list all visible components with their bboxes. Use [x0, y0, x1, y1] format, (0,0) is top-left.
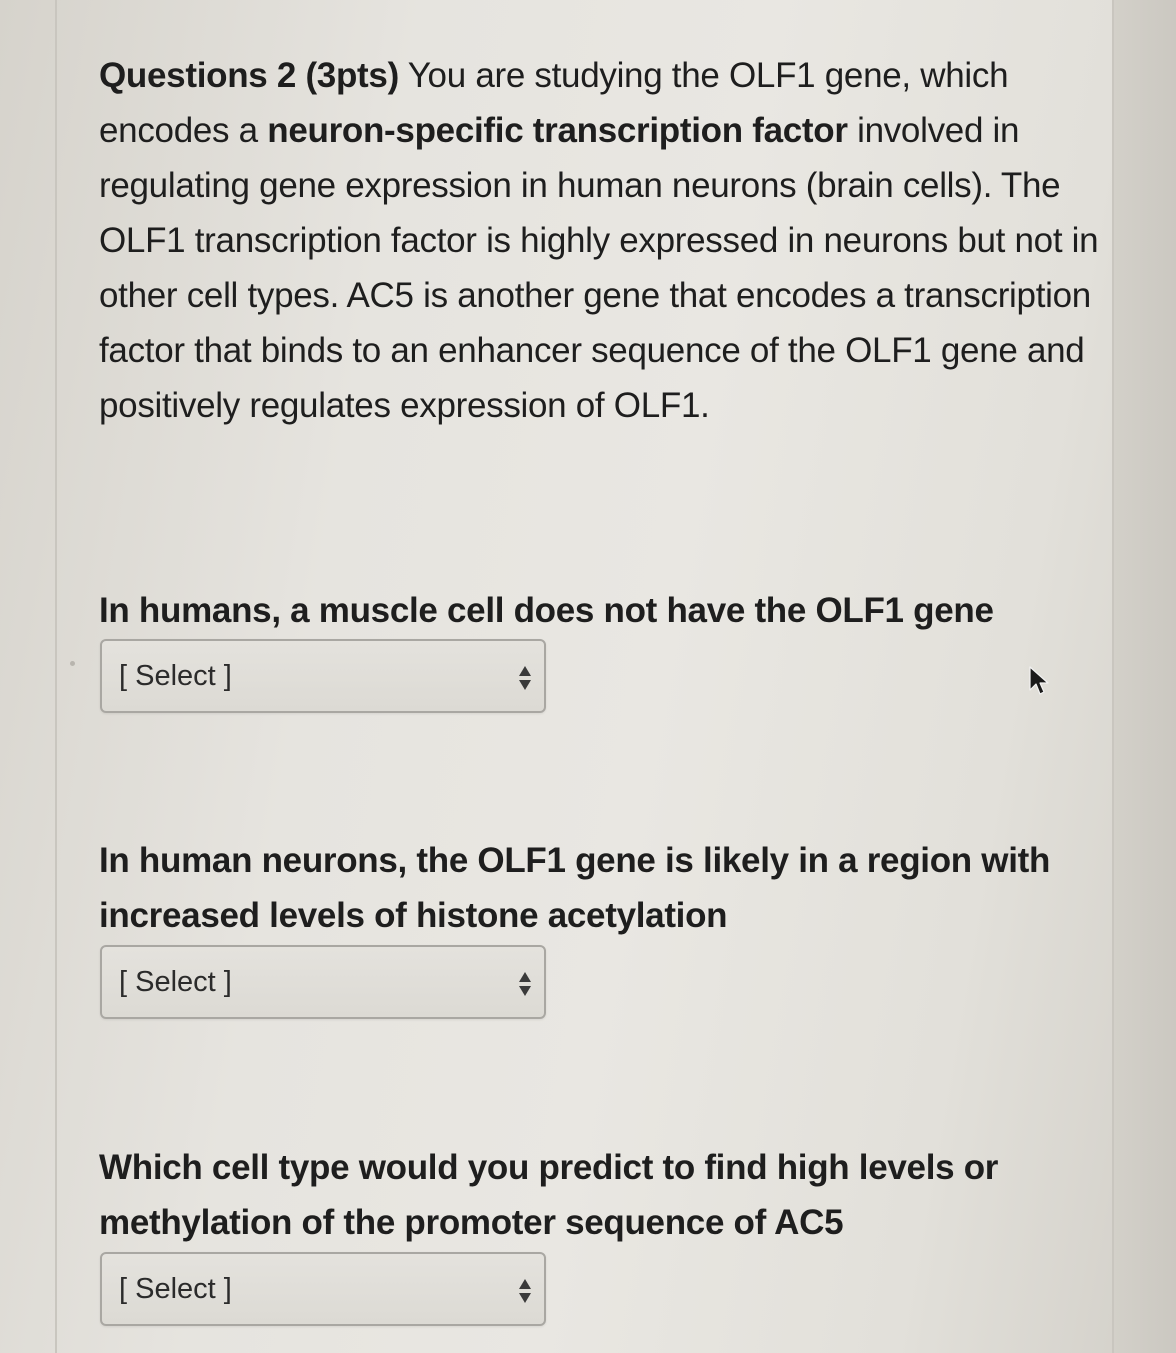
intro-text-2: involved in regulating gene expression in human neurons (brain cells). The OLF1 transcription factor is highly expressed in neurons but not in other cell types. AC5 is another gene that encodes a transcription factor that binds to an enhancer sequence of the OLF1 gene and positively regulates expression of OLF1. — [99, 111, 1099, 425]
right-edge-panel — [1114, 0, 1176, 1353]
question-3-prompt: Which cell type would you predict to find high levels or methylation of the promoter sequence of AC5 — [99, 1148, 999, 1242]
intro-text-1: You are studying the OLF1 gene, which encodes a — [99, 56, 1009, 150]
mouse-pointer-icon — [1028, 666, 1050, 696]
up-down-arrows-icon — [518, 665, 532, 691]
intro-bold-phrase: neuron-specific transcription factor — [267, 111, 848, 150]
question-label: Questions 2 (3pts) — [99, 56, 399, 95]
question-2-select-value: [ Select ] — [119, 966, 232, 998]
question-1-prompt: In humans, a muscle cell does not have the OLF1 gene — [99, 591, 994, 630]
question-intro — [99, 48, 1099, 433]
left-border-line — [55, 0, 57, 1353]
up-down-arrows-icon — [518, 1278, 532, 1304]
question-3-select-value: [ Select ] — [119, 1273, 232, 1305]
question-1-select[interactable] — [100, 639, 546, 713]
question-3-select[interactable] — [100, 1252, 546, 1326]
margin-dot — [70, 661, 75, 666]
question-2-prompt: In human neurons, the OLF1 gene is likely in a region with increased levels of histone acetylation — [99, 841, 1051, 935]
intro-paragraph — [99, 48, 1099, 433]
up-down-arrows-icon — [518, 971, 532, 997]
question-1-select-value: [ Select ] — [119, 660, 232, 692]
question-2-select[interactable] — [100, 945, 546, 1019]
